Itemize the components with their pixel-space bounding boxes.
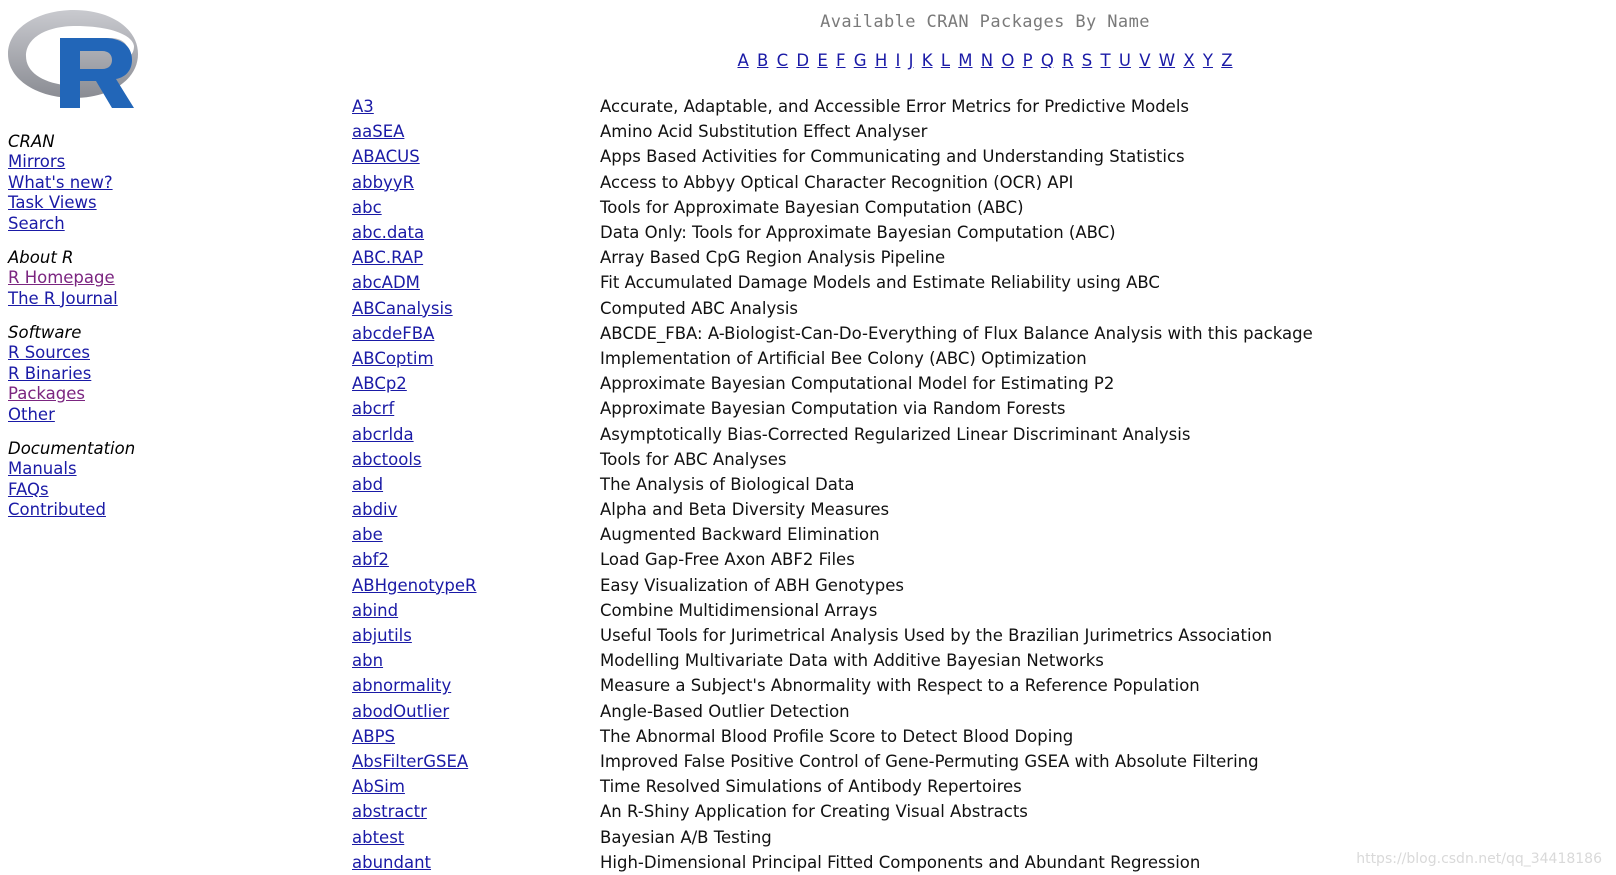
nav-heading: About R: [8, 248, 74, 267]
letter-link-g[interactable]: G: [853, 51, 867, 70]
package-title: Easy Visualization of ABH Genotypes: [600, 575, 904, 595]
package-link[interactable]: abc: [352, 197, 382, 217]
table-row: [352, 573, 1313, 598]
table-row: [352, 220, 1313, 245]
letter-link-m[interactable]: M: [958, 51, 973, 70]
package-title: Load Gap-Free Axon ABF2 Files: [600, 550, 855, 570]
table-row: [352, 296, 1313, 321]
package-link[interactable]: abodOutlier: [352, 701, 450, 721]
letter-link-u[interactable]: U: [1118, 51, 1131, 70]
table-row: [352, 371, 1313, 396]
letter-link-k[interactable]: K: [921, 51, 933, 70]
package-link[interactable]: AbsFilterGSEA: [352, 751, 469, 771]
nav-link-faqs[interactable]: FAQs: [8, 479, 49, 499]
package-name-cell: [352, 119, 600, 144]
table-row: [352, 195, 1313, 220]
table-row: [352, 447, 1313, 472]
package-link[interactable]: A3: [352, 97, 374, 117]
package-link[interactable]: abnormality: [352, 676, 452, 696]
alphabet-index: [700, 51, 1270, 70]
package-title: Tools for Approximate Bayesian Computation (ABC): [600, 197, 1024, 217]
package-title: Computed ABC Analysis: [600, 298, 799, 318]
nav-link-r-sources[interactable]: R Sources: [8, 343, 90, 362]
package-title: Augmented Backward Elimination: [600, 525, 880, 545]
table-row: [352, 824, 1313, 849]
table-row: [352, 623, 1313, 648]
package-name-cell: [352, 346, 600, 371]
letter-link-h[interactable]: H: [874, 51, 888, 70]
package-name-cell: [352, 472, 600, 497]
nav-link-r-journal[interactable]: The R Journal: [8, 288, 118, 308]
nav-heading: Software: [8, 323, 82, 342]
package-link[interactable]: abbyyR: [352, 172, 415, 192]
table-row: [352, 119, 1313, 144]
letter-link-w[interactable]: W: [1158, 51, 1176, 70]
letter-link-s[interactable]: S: [1081, 51, 1093, 70]
package-title: Approximate Bayesian Computation via Random Forests: [600, 399, 1066, 419]
package-title: Implementation of Artificial Bee Colony (ABC) Optimization: [600, 348, 1087, 368]
package-link[interactable]: aaSEA: [352, 122, 405, 142]
package-title: ABCDE_FBA: A-Biologist-Can-Do-Everything of Flux Balance Analysis with this package: [600, 323, 1313, 343]
table-row: [352, 598, 1313, 623]
package-name-cell: [352, 421, 600, 446]
table-row: [352, 144, 1313, 169]
package-link[interactable]: abe: [352, 525, 383, 545]
package-name-cell: [352, 547, 600, 572]
table-row: [352, 522, 1313, 547]
package-name-cell: [352, 598, 600, 623]
package-link[interactable]: abstractr: [352, 802, 427, 822]
letter-link-i[interactable]: I: [895, 51, 901, 70]
letter-link-r[interactable]: R: [1062, 51, 1074, 70]
package-name-cell: [352, 699, 600, 724]
nav-link-task-views[interactable]: Task Views: [8, 193, 97, 212]
letter-link-c[interactable]: C: [776, 51, 789, 70]
letter-link-f[interactable]: F: [836, 51, 846, 70]
package-link[interactable]: ABCp2: [352, 374, 407, 394]
package-link[interactable]: abctools: [352, 449, 422, 469]
page-title: Available CRAN Packages By Name: [820, 12, 1150, 32]
table-row: [352, 472, 1313, 497]
package-link[interactable]: ABC.RAP: [352, 248, 424, 268]
r-logo: [8, 8, 140, 112]
package-name-cell: [352, 170, 600, 195]
package-title: The Abnormal Blood Profile Score to Detect Blood Doping: [600, 726, 1074, 746]
table-row: [352, 245, 1313, 270]
nav-link-r-homepage[interactable]: R Homepage: [8, 268, 115, 287]
table-row: [352, 699, 1313, 724]
nav-link-packages[interactable]: Packages: [8, 384, 85, 403]
table-row: [352, 673, 1313, 698]
letter-link-y[interactable]: Y: [1202, 51, 1213, 70]
package-name-cell: [352, 724, 600, 749]
table-row: [352, 94, 1313, 119]
package-title: Measure a Subject's Abnormality with Respect to a Reference Population: [600, 676, 1200, 696]
table-row: [352, 648, 1313, 673]
package-name-cell: [352, 799, 600, 824]
package-name-cell: [352, 296, 600, 321]
package-link[interactable]: AbSim: [352, 777, 405, 797]
package-name-cell: [352, 245, 600, 270]
package-link[interactable]: abcrf: [352, 399, 395, 419]
package-name-cell: [352, 321, 600, 346]
letter-link-l[interactable]: L: [940, 51, 951, 70]
letter-link-x[interactable]: X: [1183, 51, 1195, 70]
package-title: Improved False Positive Control of Gene-Permuting GSEA with Absolute Filtering: [600, 751, 1259, 771]
letter-link-a[interactable]: A: [737, 51, 749, 70]
nav-group-cran: [8, 132, 208, 234]
nav-link-other[interactable]: Other: [8, 404, 55, 424]
package-name-cell: [352, 195, 600, 220]
package-title: Access to Abbyy Optical Character Recognition (OCR) API: [600, 172, 1074, 192]
letter-link-d[interactable]: D: [796, 51, 810, 70]
package-link[interactable]: abdiv: [352, 500, 398, 520]
nav-link-r-binaries[interactable]: R Binaries: [8, 363, 92, 383]
nav-group-software: [8, 323, 208, 425]
package-title: Alpha and Beta Diversity Measures: [600, 500, 890, 520]
package-title: Tools for ABC Analyses: [600, 449, 787, 469]
package-title: An R-Shiny Application for Creating Visual Abstracts: [600, 802, 1028, 822]
package-name-cell: [352, 824, 600, 849]
table-row: [352, 270, 1313, 295]
package-name-cell: [352, 623, 600, 648]
nav-link-mirrors[interactable]: Mirrors: [8, 152, 66, 171]
nav-link-manuals[interactable]: Manuals: [8, 459, 77, 478]
package-name-cell: [352, 371, 600, 396]
package-link[interactable]: ABPS: [352, 726, 396, 746]
package-title: Array Based CpG Region Analysis Pipeline: [600, 248, 946, 268]
nav-link-contributed[interactable]: Contributed: [8, 500, 106, 519]
package-title: The Analysis of Biological Data: [600, 474, 855, 494]
table-row: [352, 799, 1313, 824]
package-link[interactable]: ABCanalysis: [352, 298, 453, 318]
letter-link-v[interactable]: V: [1139, 51, 1151, 70]
package-title: Combine Multidimensional Arrays: [600, 600, 878, 620]
package-title: Approximate Bayesian Computational Model for Estimating P2: [600, 374, 1115, 394]
table-row: [352, 547, 1313, 572]
nav-link-search[interactable]: Search: [8, 213, 65, 233]
package-title: Amino Acid Substitution Effect Analyser: [600, 122, 928, 142]
package-title: Useful Tools for Jurimetrical Analysis Used by the Brazilian Jurimetrics Association: [600, 626, 1273, 646]
package-link[interactable]: abf2: [352, 550, 389, 570]
package-title: High-Dimensional Principal Fitted Components and Abundant Regression: [600, 852, 1201, 872]
package-link[interactable]: abjutils: [352, 626, 412, 646]
package-title: Accurate, Adaptable, and Accessible Error Metrics for Predictive Models: [600, 97, 1189, 117]
table-row: [352, 396, 1313, 421]
package-link[interactable]: abtest: [352, 827, 405, 847]
package-title: Time Resolved Simulations of Antibody Repertoires: [600, 777, 1022, 797]
package-link[interactable]: ABACUS: [352, 147, 420, 167]
table-row: [352, 321, 1313, 346]
package-link[interactable]: abcdeFBA: [352, 323, 435, 343]
package-title: Angle-Based Outlier Detection: [600, 701, 850, 721]
table-row: [352, 421, 1313, 446]
letter-link-p[interactable]: P: [1022, 51, 1033, 70]
table-row: [352, 749, 1313, 774]
package-title: Asymptotically Bias-Corrected Regularized Linear Discriminant Analysis: [600, 424, 1191, 444]
table-row: [352, 170, 1313, 195]
package-name-cell: [352, 749, 600, 774]
letter-link-e[interactable]: E: [817, 51, 828, 70]
package-name-cell: [352, 648, 600, 673]
package-name-cell: [352, 220, 600, 245]
letter-link-z[interactable]: Z: [1221, 51, 1233, 70]
package-name-cell: [352, 270, 600, 295]
package-title: Bayesian A/B Testing: [600, 827, 772, 847]
package-link[interactable]: abundant: [352, 852, 432, 872]
package-title: Modelling Multivariate Data with Additive Bayesian Networks: [600, 651, 1104, 671]
package-link[interactable]: abind: [352, 600, 399, 620]
package-title: Data Only: Tools for Approximate Bayesian Computation (ABC): [600, 223, 1116, 243]
table-row: [352, 497, 1313, 522]
table-row: [352, 774, 1313, 799]
nav-heading: CRAN: [8, 132, 55, 151]
package-name-cell: [352, 850, 600, 875]
nav-group-documentation: [8, 439, 208, 521]
package-title: Apps Based Activities for Communicating and Understanding Statistics: [600, 147, 1185, 167]
nav-group-about-r: [8, 248, 208, 309]
package-name-cell: [352, 573, 600, 598]
watermark: https://blog.csdn.net/qq_34418186: [1356, 851, 1602, 867]
letter-link-t[interactable]: T: [1100, 51, 1111, 70]
package-name-cell: [352, 497, 600, 522]
package-link[interactable]: abn: [352, 651, 384, 671]
package-link[interactable]: abcADM: [352, 273, 420, 293]
package-table: [352, 94, 1313, 875]
table-row: [352, 850, 1313, 875]
nav-heading: Documentation: [8, 439, 136, 458]
table-row: [352, 346, 1313, 371]
package-link[interactable]: ABCoptim: [352, 348, 434, 368]
package-name-cell: [352, 396, 600, 421]
package-name-cell: [352, 774, 600, 799]
package-name-cell: [352, 673, 600, 698]
letter-link-j[interactable]: J: [908, 51, 914, 70]
package-name-cell: [352, 94, 600, 119]
table-row: [352, 724, 1313, 749]
package-name-cell: [352, 447, 600, 472]
package-link[interactable]: ABHgenotypeR: [352, 575, 477, 595]
package-link[interactable]: abc.data: [352, 223, 425, 243]
letter-link-q[interactable]: Q: [1040, 51, 1054, 70]
letter-link-b[interactable]: B: [757, 51, 769, 70]
letter-link-n[interactable]: N: [980, 51, 994, 70]
package-link[interactable]: abcrlda: [352, 424, 414, 444]
sidebar-nav: [8, 130, 208, 535]
package-name-cell: [352, 522, 600, 547]
letter-link-o[interactable]: O: [1001, 51, 1015, 70]
package-title: Fit Accumulated Damage Models and Estimate Reliability using ABC: [600, 273, 1160, 293]
package-link[interactable]: abd: [352, 474, 384, 494]
nav-link-whats-new[interactable]: What's new?: [8, 172, 113, 192]
package-name-cell: [352, 144, 600, 169]
